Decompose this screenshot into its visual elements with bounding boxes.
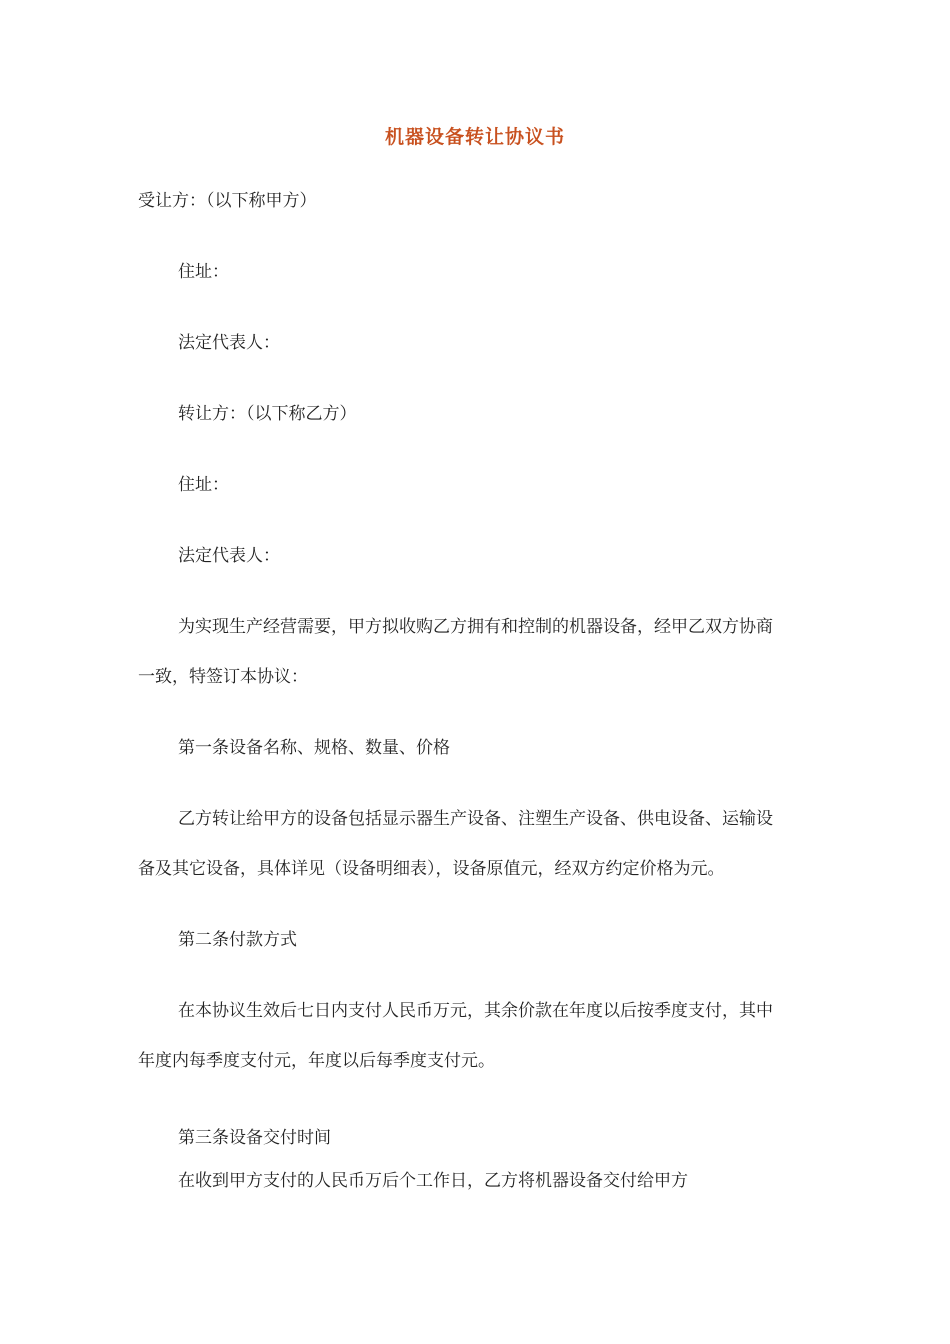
article-1-paragraph-line-2: 备及其它设备，具体详见（设备明细表），设备原值元，经双方约定价格为元。 bbox=[138, 859, 725, 879]
article-2-paragraph-line-1: 在本协议生效后七日内支付人民币万元，其余价款在年度以后按季度支付，其中 bbox=[178, 1001, 773, 1021]
transferor-representative-line: 法定代表人： bbox=[178, 546, 280, 566]
transferee-address-line: 住址： bbox=[178, 262, 229, 282]
transferor-address-line: 住址： bbox=[178, 475, 229, 495]
article-1-heading: 第一条设备名称、规格、数量、价格 bbox=[178, 738, 450, 758]
preamble-paragraph-line-2: 一致，特签订本协议： bbox=[138, 667, 308, 687]
article-1-paragraph-line-1: 乙方转让给甲方的设备包括显示器生产设备、注塑生产设备、供电设备、运输设 bbox=[178, 809, 773, 829]
transferee-line: 受让方：（以下称甲方） bbox=[138, 191, 317, 211]
transferee-representative-line: 法定代表人： bbox=[178, 333, 280, 353]
article-2-paragraph-line-2: 年度内每季度支付元，年度以后每季度支付元。 bbox=[138, 1051, 495, 1071]
article-3-heading: 第三条设备交付时间 bbox=[178, 1128, 331, 1148]
article-2-heading: 第二条付款方式 bbox=[178, 930, 297, 950]
document-title: 机器设备转让协议书 bbox=[384, 126, 565, 148]
article-3-paragraph-line-1: 在收到甲方支付的人民币万后个工作日，乙方将机器设备交付给甲方 bbox=[178, 1171, 688, 1191]
preamble-paragraph-line-1: 为实现生产经营需要，甲方拟收购乙方拥有和控制的机器设备，经甲乙双方协商 bbox=[178, 617, 773, 637]
transferor-line: 转让方：（以下称乙方） bbox=[178, 404, 357, 424]
